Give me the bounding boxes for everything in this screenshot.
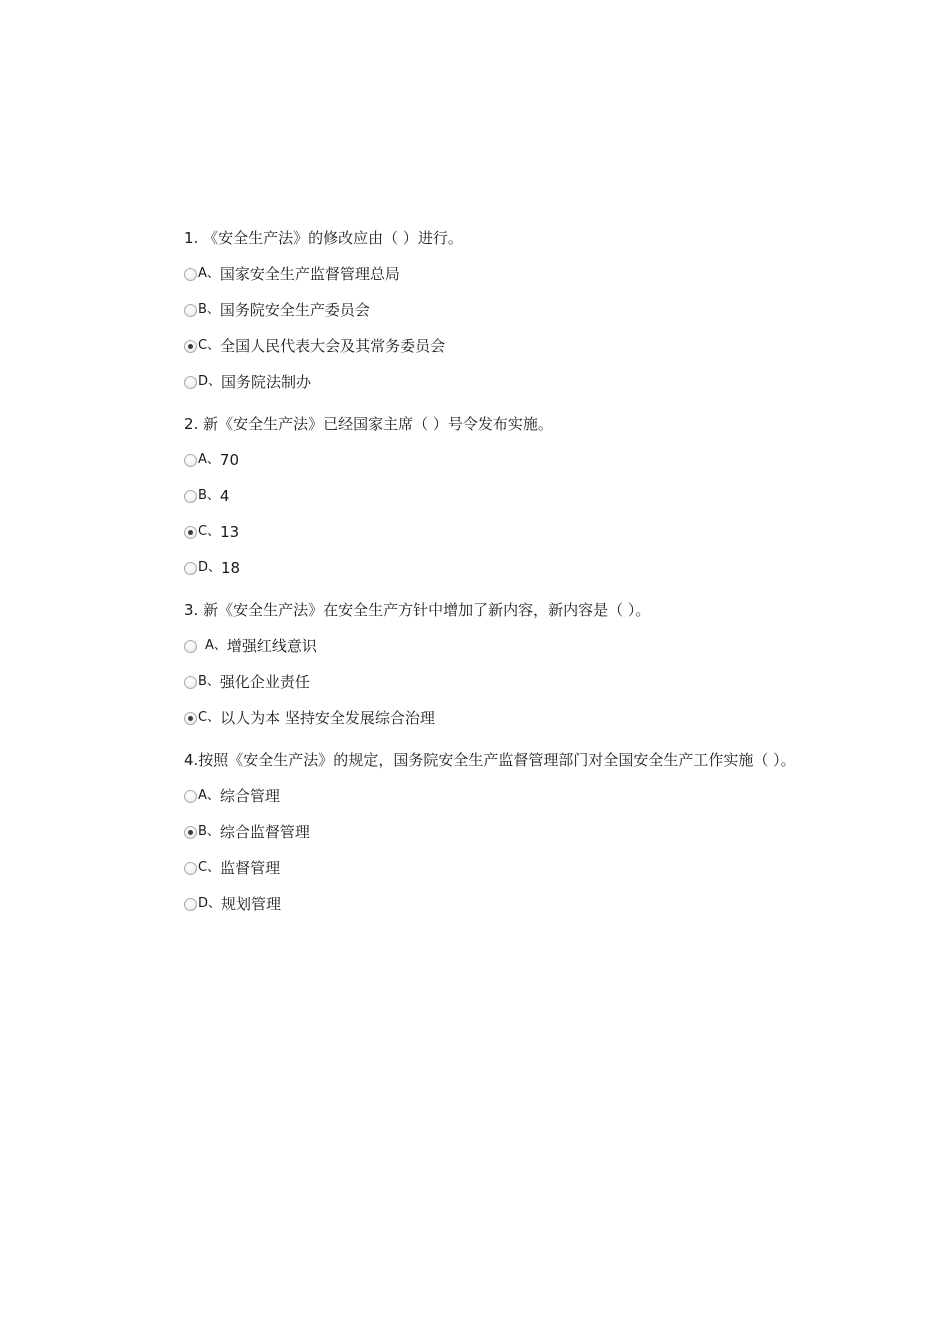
option-letter: B、 [198, 824, 220, 839]
option-1-a[interactable] [184, 262, 924, 286]
radio-button[interactable] [184, 454, 197, 467]
radio-button[interactable] [184, 640, 197, 653]
option-text: 综合监督管理 [219, 823, 310, 841]
question-title: 2. 新《安全生产法》已经国家主席（ ）号令发布实施。 [184, 415, 553, 433]
radio-button-selected[interactable] [184, 712, 197, 725]
option-2-d[interactable] [184, 556, 924, 580]
radio-button[interactable] [184, 790, 197, 803]
option-text: 4 [219, 487, 230, 505]
option-1-b[interactable] [184, 298, 924, 322]
question-3 [184, 598, 924, 730]
radio-button[interactable] [184, 898, 197, 911]
option-letter: B、 [198, 674, 220, 689]
option-text: 全国人民代表大会及其常务委员会 [220, 337, 446, 355]
option-letter: C、 [198, 710, 221, 725]
option-text: 国务院安全生产委员会 [219, 301, 370, 319]
option-letter: D、 [198, 896, 222, 911]
question-title: 3. 新《安全生产法》在安全生产方针中增加了新内容，新内容是（ ）。 [184, 601, 651, 619]
option-letter: D、 [198, 374, 222, 389]
option-text: 以人为本 坚持安全发展综合治理 [220, 709, 435, 727]
option-1-d[interactable] [184, 370, 924, 394]
option-3-a[interactable] [184, 634, 924, 658]
option-text: 国务院法制办 [221, 373, 312, 391]
option-text: 强化企业责任 [219, 673, 310, 691]
option-3-c[interactable] [184, 706, 924, 730]
question-4 [184, 748, 924, 916]
option-letter: A、 [198, 788, 220, 803]
option-2-b[interactable] [184, 484, 924, 508]
option-letter: A、 [205, 638, 227, 653]
radio-button-selected[interactable] [184, 826, 197, 839]
option-4-a[interactable] [184, 784, 924, 808]
question-title: 4.按照《安全生产法》的规定，国务院安全生产监督管理部门对全国安全生产工作实施（ ）。 [184, 751, 796, 769]
option-2-a[interactable] [184, 448, 924, 472]
option-text: 18 [221, 559, 241, 577]
quiz-form [184, 226, 924, 928]
option-letter: B、 [198, 488, 220, 503]
radio-button[interactable] [184, 490, 197, 503]
option-letter: C、 [198, 860, 221, 875]
option-letter: C、 [198, 524, 221, 539]
option-letter: D、 [198, 560, 222, 575]
option-text: 增强红线意识 [226, 637, 317, 655]
option-1-c[interactable] [184, 334, 924, 358]
radio-button[interactable] [184, 862, 197, 875]
option-text: 13 [220, 523, 240, 541]
radio-button[interactable] [184, 304, 197, 317]
radio-button[interactable] [184, 676, 197, 689]
question-title: 1. 《安全生产法》的修改应由（ ）进行。 [184, 229, 463, 247]
option-4-d[interactable] [184, 892, 924, 916]
option-text: 监督管理 [220, 859, 281, 877]
option-letter: B、 [198, 302, 220, 317]
option-3-b[interactable] [184, 670, 924, 694]
option-text: 国家安全生产监督管理总局 [219, 265, 400, 283]
radio-button-selected[interactable] [184, 526, 197, 539]
option-text: 70 [219, 451, 239, 469]
option-text: 规划管理 [221, 895, 282, 913]
option-2-c[interactable] [184, 520, 924, 544]
option-letter: A、 [198, 452, 220, 467]
option-4-c[interactable] [184, 856, 924, 880]
option-letter: C、 [198, 338, 221, 353]
radio-button[interactable] [184, 268, 197, 281]
option-4-b[interactable] [184, 820, 924, 844]
option-text: 综合管理 [219, 787, 280, 805]
radio-button[interactable] [184, 562, 197, 575]
radio-button-selected[interactable] [184, 340, 197, 353]
option-letter: A、 [198, 266, 220, 281]
question-1 [184, 226, 924, 394]
radio-button[interactable] [184, 376, 197, 389]
question-2 [184, 412, 924, 580]
